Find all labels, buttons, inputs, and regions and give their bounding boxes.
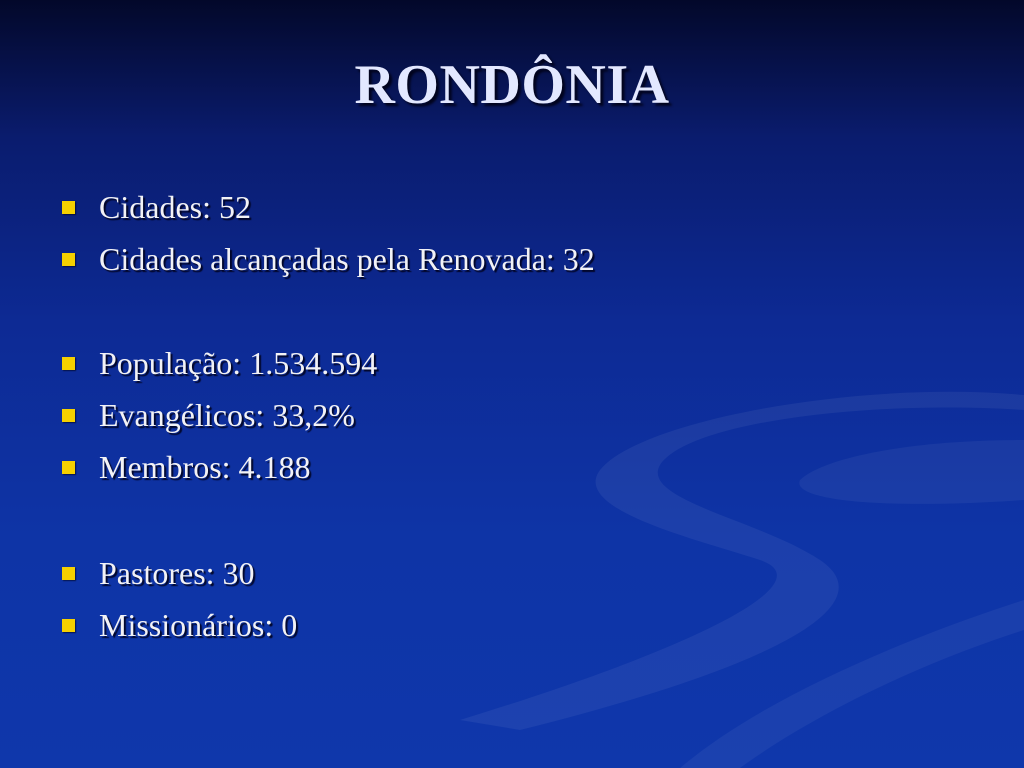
square-bullet-icon	[62, 409, 75, 422]
slide-title: RONDÔNIA	[354, 54, 670, 116]
square-bullet-icon	[62, 461, 75, 474]
square-bullet-icon	[62, 357, 75, 370]
square-bullet-icon	[62, 619, 75, 632]
bullet-text: Cidades alcançadas pela Renovada: 32	[99, 241, 595, 277]
bullet-text: Membros: 4.188	[99, 449, 311, 485]
bullet-item-populacao	[62, 343, 377, 383]
square-bullet-icon	[62, 201, 75, 214]
bullet-text: Cidades: 52	[99, 189, 251, 225]
bullet-text: Pastores: 30	[99, 555, 255, 591]
square-bullet-icon	[62, 253, 75, 266]
square-bullet-icon	[62, 567, 75, 580]
bullet-item-pastores	[62, 553, 255, 593]
bullet-text: Evangélicos: 33,2%	[99, 397, 355, 433]
bullet-item-cidades-alcancadas	[62, 239, 595, 279]
bullet-item-cidades	[62, 187, 251, 227]
bullet-item-membros	[62, 447, 311, 487]
bullet-item-missionarios	[62, 605, 297, 645]
bullet-text: Missionários: 0	[99, 607, 298, 643]
bullet-item-evangelicos	[62, 395, 355, 435]
bullet-text: População: 1.534.594	[99, 345, 378, 381]
